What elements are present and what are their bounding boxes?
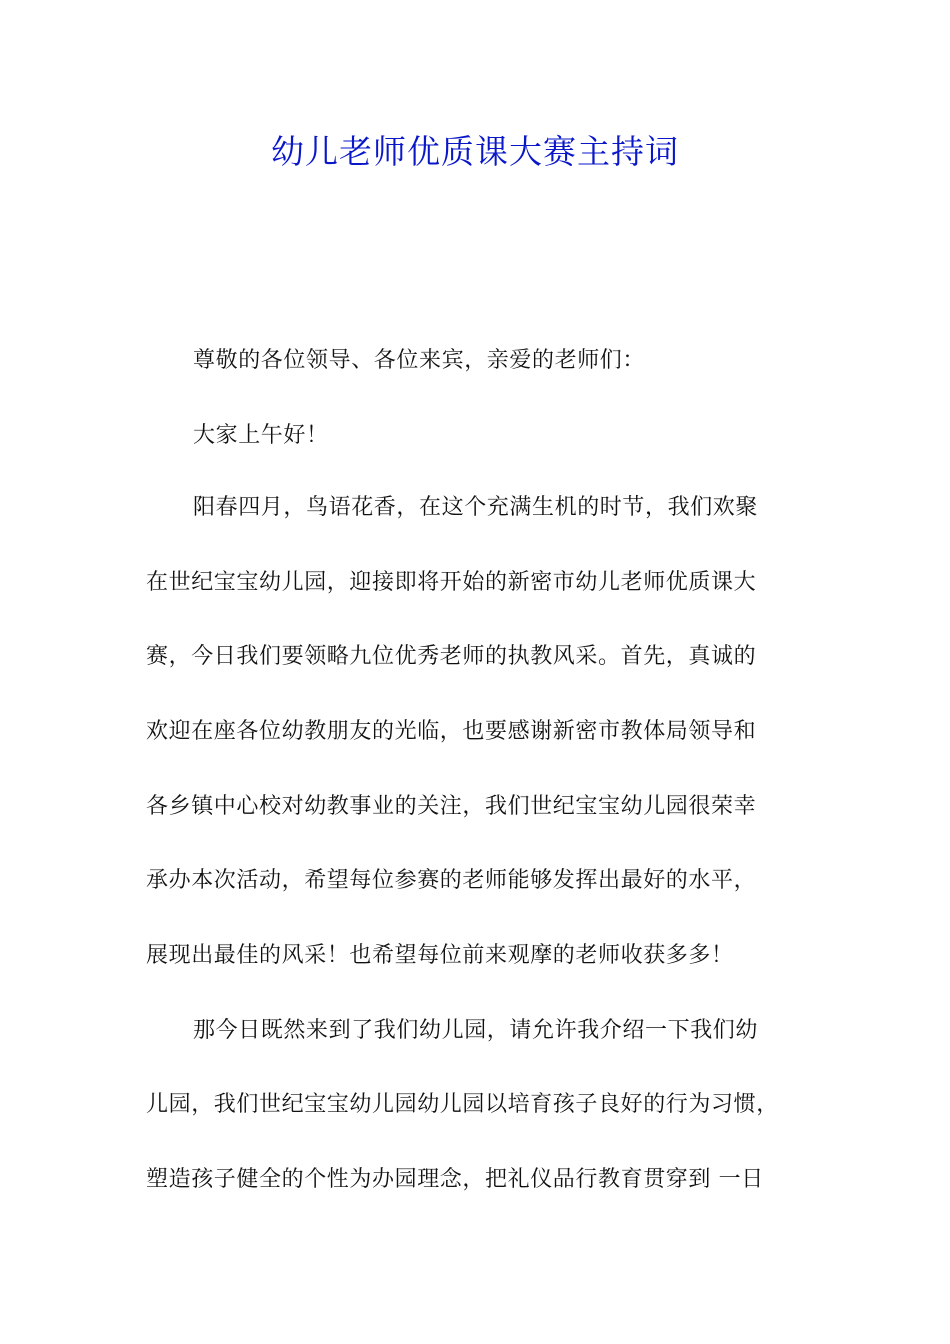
- paragraph-1-line-3: 赛，今日我们要领略九位优秀老师的执教风采。首先，真诚的: [146, 644, 757, 669]
- paragraph-1-line-1: 阳春四月，鸟语花香，在这个充满生机的时节，我们欢聚: [193, 495, 759, 520]
- document-title: 幼儿老师优质课大赛主持词: [271, 132, 679, 171]
- paragraph-2-line-3: 塑造孩子健全的个性为办园理念，把礼仪品行教育贯穿到 一日: [146, 1167, 764, 1192]
- paragraph-1-line-4: 欢迎在座各位幼教朋友的光临，也要感谢新密市教体局领导和: [146, 719, 757, 744]
- paragraph-1-line-5: 各乡镇中心校对幼教事业的关注，我们世纪宝宝幼儿园很荣幸: [146, 794, 757, 819]
- paragraph-2-line-2: 儿园，我们世纪宝宝幼儿园幼儿园以培育孩子良好的行为习惯，: [146, 1092, 779, 1117]
- paragraph-1-line-7: 展现出最佳的风采！也希望每位前来观摩的老师收获多多！: [146, 943, 734, 968]
- paragraph-2-line-1: 那今日既然来到了我们幼儿园，请允许我介绍一下我们幼: [193, 1018, 759, 1043]
- paragraph-1-line-2: 在世纪宝宝幼儿园，迎接即将开始的新密市幼儿老师优质课大: [146, 570, 757, 595]
- salutation-line: 尊敬的各位领导、各位来宾，亲爱的老师们：: [193, 348, 646, 373]
- paragraph-1-line-6: 承办本次活动，希望每位参赛的老师能够发挥出最好的水平，: [146, 868, 757, 893]
- greeting-line: 大家上午好！: [193, 423, 329, 448]
